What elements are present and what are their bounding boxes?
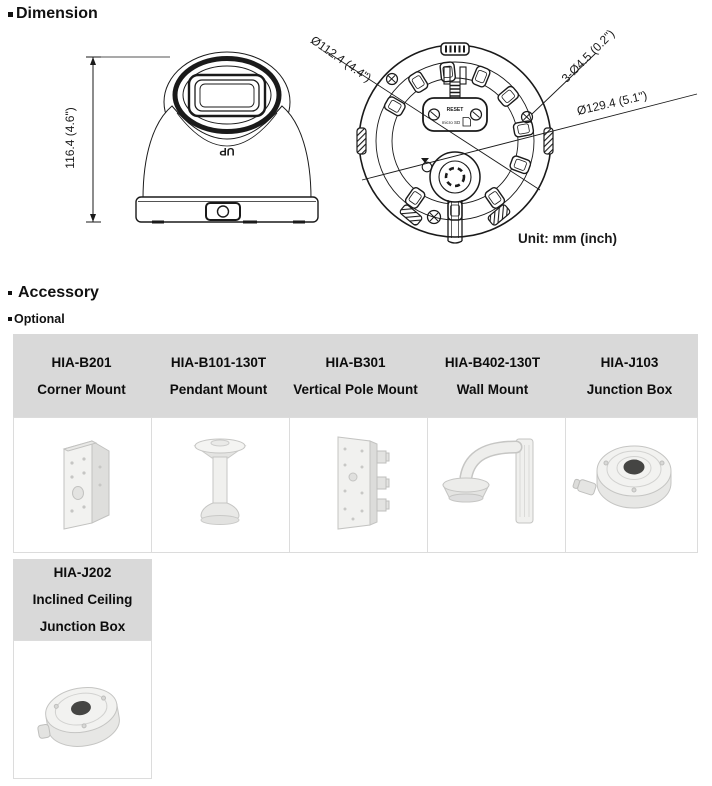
accessory-model: HIA-B402-130T: [444, 354, 541, 370]
screw-holes-label: 3-Ø4.5 (0.2"): [558, 26, 618, 86]
accessory-model: HIA-J202: [53, 565, 112, 580]
vertical-pole-mount-image: [290, 419, 427, 552]
up-marking: UP: [219, 145, 235, 157]
accessory-image-row: [13, 417, 698, 553]
optional-title: Optional: [14, 312, 65, 326]
junction-box-image: [566, 419, 703, 552]
height-dimension-label: 116.4 (4.6"): [63, 107, 77, 169]
micro-sd-label: micro SD: [441, 120, 461, 125]
pendant-mount-image: [152, 419, 289, 552]
accessory-name: Wall Mount: [456, 381, 529, 397]
inclined-ceiling-junction-box-image: [14, 642, 151, 777]
unit-label: Unit: mm (inch): [518, 231, 617, 246]
accessory-table-2: [13, 559, 152, 779]
accessory-header-cell: [150, 334, 287, 417]
back-view-drawing: [327, 43, 697, 243]
top-vent: [441, 43, 469, 55]
reset-label: RESET: [446, 107, 464, 113]
square-bullet-icon: [8, 317, 12, 321]
accessory-header-row: [13, 334, 698, 417]
accessory-header-row: [13, 559, 152, 640]
accessory-name: Vertical Pole Mount: [293, 381, 418, 397]
accessory-name: Inclined Ceiling Junction Box: [32, 592, 133, 634]
accessory-header-cell: [287, 334, 424, 417]
accessory-model: HIA-B101-130T: [170, 354, 267, 370]
front-view-drawing: [86, 52, 318, 222]
accessory-header-cell: [424, 334, 561, 417]
accessory-image-cell: [289, 418, 427, 552]
accessory-name: Pendant Mount: [169, 381, 268, 397]
accessory-image-cell: [565, 418, 703, 552]
square-bullet-icon: [8, 291, 12, 295]
optional-heading: [8, 312, 65, 326]
accessory-title: Accessory: [18, 284, 99, 301]
corner-mount-image: [14, 419, 151, 552]
accessory-model: HIA-B301: [325, 354, 386, 370]
accessory-image-row: [13, 640, 152, 779]
accessory-header-cell: [561, 334, 698, 417]
diameter-112-label: Ø112.4 (4.4"): [308, 32, 374, 86]
accessory-model: HIA-J103: [600, 354, 659, 370]
reset-cover-plate: [423, 98, 487, 131]
diameter-129-label: Ø129.4 (5.1"): [575, 88, 649, 118]
accessory-name: Corner Mount: [37, 381, 126, 397]
accessory-table: [13, 334, 698, 553]
accessory-model: HIA-B201: [51, 354, 112, 370]
dimension-title: Dimension: [16, 5, 98, 22]
accessory-heading: [8, 284, 99, 302]
accessory-image-cell: [14, 641, 151, 778]
accessory-image-cell: [14, 418, 151, 552]
accessory-image-cell: [427, 418, 565, 552]
accessory-image-cell: [151, 418, 289, 552]
accessory-header-cell: [13, 334, 150, 417]
accessory-name: Junction Box: [586, 381, 673, 397]
wall-mount-image: [428, 419, 565, 552]
accessory-header-cell: [13, 559, 152, 640]
